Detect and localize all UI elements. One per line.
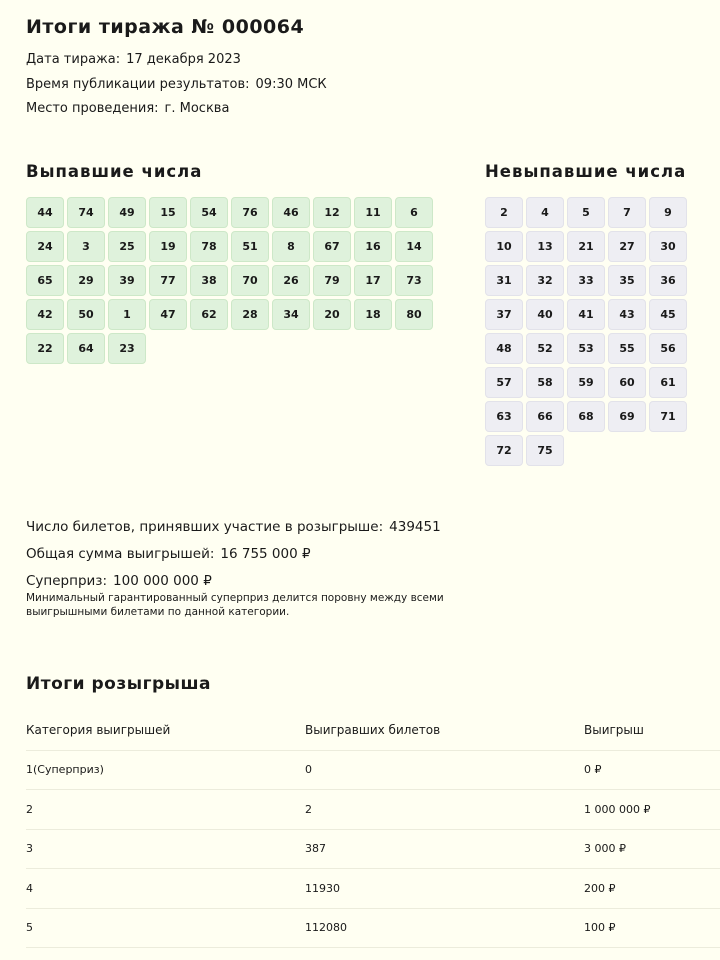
undrawn-number-cell: 63 xyxy=(485,401,523,432)
undrawn-number-cell: 53 xyxy=(567,333,605,364)
total-winnings-stat xyxy=(26,541,526,568)
drawn-number-cell: 23 xyxy=(108,333,146,364)
table-row xyxy=(26,909,720,949)
undrawn-numbers-grid xyxy=(485,197,690,466)
results-table-header xyxy=(26,711,720,751)
undrawn-number-cell: 61 xyxy=(649,367,687,398)
undrawn-number-cell: 7 xyxy=(608,197,646,228)
drawn-number-cell: 49 xyxy=(108,197,146,228)
drawn-numbers-heading: Выпавшие числа xyxy=(26,162,203,181)
undrawn-number-cell: 2 xyxy=(485,197,523,228)
drawn-number-cell: 54 xyxy=(190,197,228,228)
table-row xyxy=(26,751,720,791)
winners-cell: 387 xyxy=(305,842,326,856)
undrawn-number-cell: 56 xyxy=(649,333,687,364)
total-winnings-value: 16 755 000 ₽ xyxy=(220,546,311,562)
drawn-number-cell: 29 xyxy=(67,265,105,296)
drawn-number-cell: 18 xyxy=(354,299,392,330)
category-cell: 3 xyxy=(26,842,33,856)
undrawn-number-cell: 75 xyxy=(526,435,564,466)
prize-cell: 100 ₽ xyxy=(584,921,616,935)
drawn-number-cell: 62 xyxy=(190,299,228,330)
undrawn-number-cell: 68 xyxy=(567,401,605,432)
page-title: Итоги тиража № 000064 xyxy=(26,16,305,38)
undrawn-number-cell: 21 xyxy=(567,231,605,262)
undrawn-number-cell: 27 xyxy=(608,231,646,262)
undrawn-number-cell: 66 xyxy=(526,401,564,432)
category-cell: 2 xyxy=(26,802,33,816)
undrawn-number-cell: 48 xyxy=(485,333,523,364)
undrawn-number-cell: 4 xyxy=(526,197,564,228)
winners-header: Выигравших билетов xyxy=(305,723,441,738)
drawn-number-cell: 78 xyxy=(190,231,228,262)
drawn-number-cell: 14 xyxy=(395,231,433,262)
undrawn-number-cell: 36 xyxy=(649,265,687,296)
superprize-note: Минимальный гарантированный суперприз делится поровну между всеми выигрышными билетами по данной категории. xyxy=(26,592,444,618)
category-cell: 5 xyxy=(26,921,33,935)
superprize-value: 100 000 000 ₽ xyxy=(113,573,212,589)
table-row xyxy=(26,869,720,909)
draw-date-row xyxy=(26,48,327,73)
winners-cell: 112080 xyxy=(305,921,347,935)
undrawn-number-cell: 31 xyxy=(485,265,523,296)
total-winnings-label: Общая сумма выигрышей: xyxy=(26,546,215,562)
drawn-number-cell: 11 xyxy=(354,197,392,228)
drawn-number-cell: 74 xyxy=(67,197,105,228)
results-table xyxy=(26,711,720,948)
drawn-number-cell: 24 xyxy=(26,231,64,262)
drawn-number-cell: 16 xyxy=(354,231,392,262)
drawn-number-cell: 38 xyxy=(190,265,228,296)
drawn-number-cell: 1 xyxy=(108,299,146,330)
draw-stats xyxy=(26,514,526,619)
undrawn-number-cell: 30 xyxy=(649,231,687,262)
undrawn-number-cell: 71 xyxy=(649,401,687,432)
tickets-label: Число билетов, принявших участие в розыгрыше: xyxy=(26,519,384,535)
place-label: Место проведения: xyxy=(26,101,159,116)
undrawn-number-cell: 35 xyxy=(608,265,646,296)
undrawn-number-cell: 72 xyxy=(485,435,523,466)
undrawn-number-cell: 60 xyxy=(608,367,646,398)
tickets-value: 439451 xyxy=(389,519,441,535)
undrawn-number-cell: 9 xyxy=(649,197,687,228)
undrawn-number-cell: 40 xyxy=(526,299,564,330)
draw-date-label: Дата тиража: xyxy=(26,52,121,67)
undrawn-number-cell: 32 xyxy=(526,265,564,296)
undrawn-number-cell: 10 xyxy=(485,231,523,262)
table-row xyxy=(26,830,720,870)
drawn-number-cell: 17 xyxy=(354,265,392,296)
undrawn-number-cell: 58 xyxy=(526,367,564,398)
drawn-number-cell: 65 xyxy=(26,265,64,296)
undrawn-number-cell: 55 xyxy=(608,333,646,364)
undrawn-number-cell: 45 xyxy=(649,299,687,330)
drawn-number-cell: 25 xyxy=(108,231,146,262)
undrawn-number-cell: 5 xyxy=(567,197,605,228)
drawn-number-cell: 79 xyxy=(313,265,351,296)
results-title: Итоги розыгрыша xyxy=(26,674,212,694)
undrawn-number-cell: 37 xyxy=(485,299,523,330)
place-row xyxy=(26,97,327,122)
drawn-number-cell: 50 xyxy=(67,299,105,330)
winners-cell: 0 xyxy=(305,763,312,777)
drawn-number-cell: 22 xyxy=(26,333,64,364)
prize-header: Выигрыш xyxy=(584,723,644,738)
winners-cell: 11930 xyxy=(305,881,340,895)
undrawn-number-cell: 57 xyxy=(485,367,523,398)
drawn-number-cell: 51 xyxy=(231,231,269,262)
drawn-number-cell: 67 xyxy=(313,231,351,262)
drawn-numbers-grid xyxy=(26,197,436,364)
drawn-number-cell: 19 xyxy=(149,231,187,262)
drawn-number-cell: 70 xyxy=(231,265,269,296)
category-cell: 1(Суперприз) xyxy=(26,763,104,777)
publish-time-row xyxy=(26,73,327,98)
publish-time-label: Время публикации результатов: xyxy=(26,76,250,92)
undrawn-number-cell: 43 xyxy=(608,299,646,330)
undrawn-numbers-heading: Невыпавшие числа xyxy=(485,162,687,181)
prize-cell: 1 000 000 ₽ xyxy=(584,802,651,816)
drawn-number-cell: 12 xyxy=(313,197,351,228)
drawn-number-cell: 39 xyxy=(108,265,146,296)
prize-cell: 3 000 ₽ xyxy=(584,842,626,856)
drawn-number-cell: 80 xyxy=(395,299,433,330)
table-row xyxy=(26,790,720,830)
publish-time-value: 09:30 МСК xyxy=(255,76,327,92)
drawn-number-cell: 34 xyxy=(272,299,310,330)
undrawn-number-cell: 69 xyxy=(608,401,646,432)
drawn-number-cell: 64 xyxy=(67,333,105,364)
place-value: г. Москва xyxy=(164,101,230,116)
drawn-number-cell: 20 xyxy=(313,299,351,330)
category-cell: 4 xyxy=(26,881,33,895)
drawn-number-cell: 28 xyxy=(231,299,269,330)
tickets-stat xyxy=(26,514,526,541)
drawn-number-cell: 47 xyxy=(149,299,187,330)
superprize-label: Суперприз: xyxy=(26,573,108,589)
prize-cell: 200 ₽ xyxy=(584,881,616,895)
undrawn-number-cell: 59 xyxy=(567,367,605,398)
category-header: Категория выигрышей xyxy=(26,723,171,738)
drawn-number-cell: 15 xyxy=(149,197,187,228)
drawn-number-cell: 6 xyxy=(395,197,433,228)
draw-info xyxy=(26,48,327,122)
undrawn-number-cell: 41 xyxy=(567,299,605,330)
drawn-number-cell: 77 xyxy=(149,265,187,296)
winners-cell: 2 xyxy=(305,802,312,816)
drawn-number-cell: 46 xyxy=(272,197,310,228)
drawn-number-cell: 42 xyxy=(26,299,64,330)
prize-cell: 0 ₽ xyxy=(584,763,602,777)
drawn-number-cell: 73 xyxy=(395,265,433,296)
draw-date-value: 17 декабря 2023 xyxy=(126,52,241,67)
undrawn-number-cell: 13 xyxy=(526,231,564,262)
drawn-number-cell: 76 xyxy=(231,197,269,228)
undrawn-number-cell: 52 xyxy=(526,333,564,364)
undrawn-number-cell: 33 xyxy=(567,265,605,296)
draw-results-page xyxy=(26,0,720,960)
drawn-number-cell: 44 xyxy=(26,197,64,228)
drawn-number-cell: 26 xyxy=(272,265,310,296)
drawn-number-cell: 3 xyxy=(67,231,105,262)
drawn-number-cell: 8 xyxy=(272,231,310,262)
